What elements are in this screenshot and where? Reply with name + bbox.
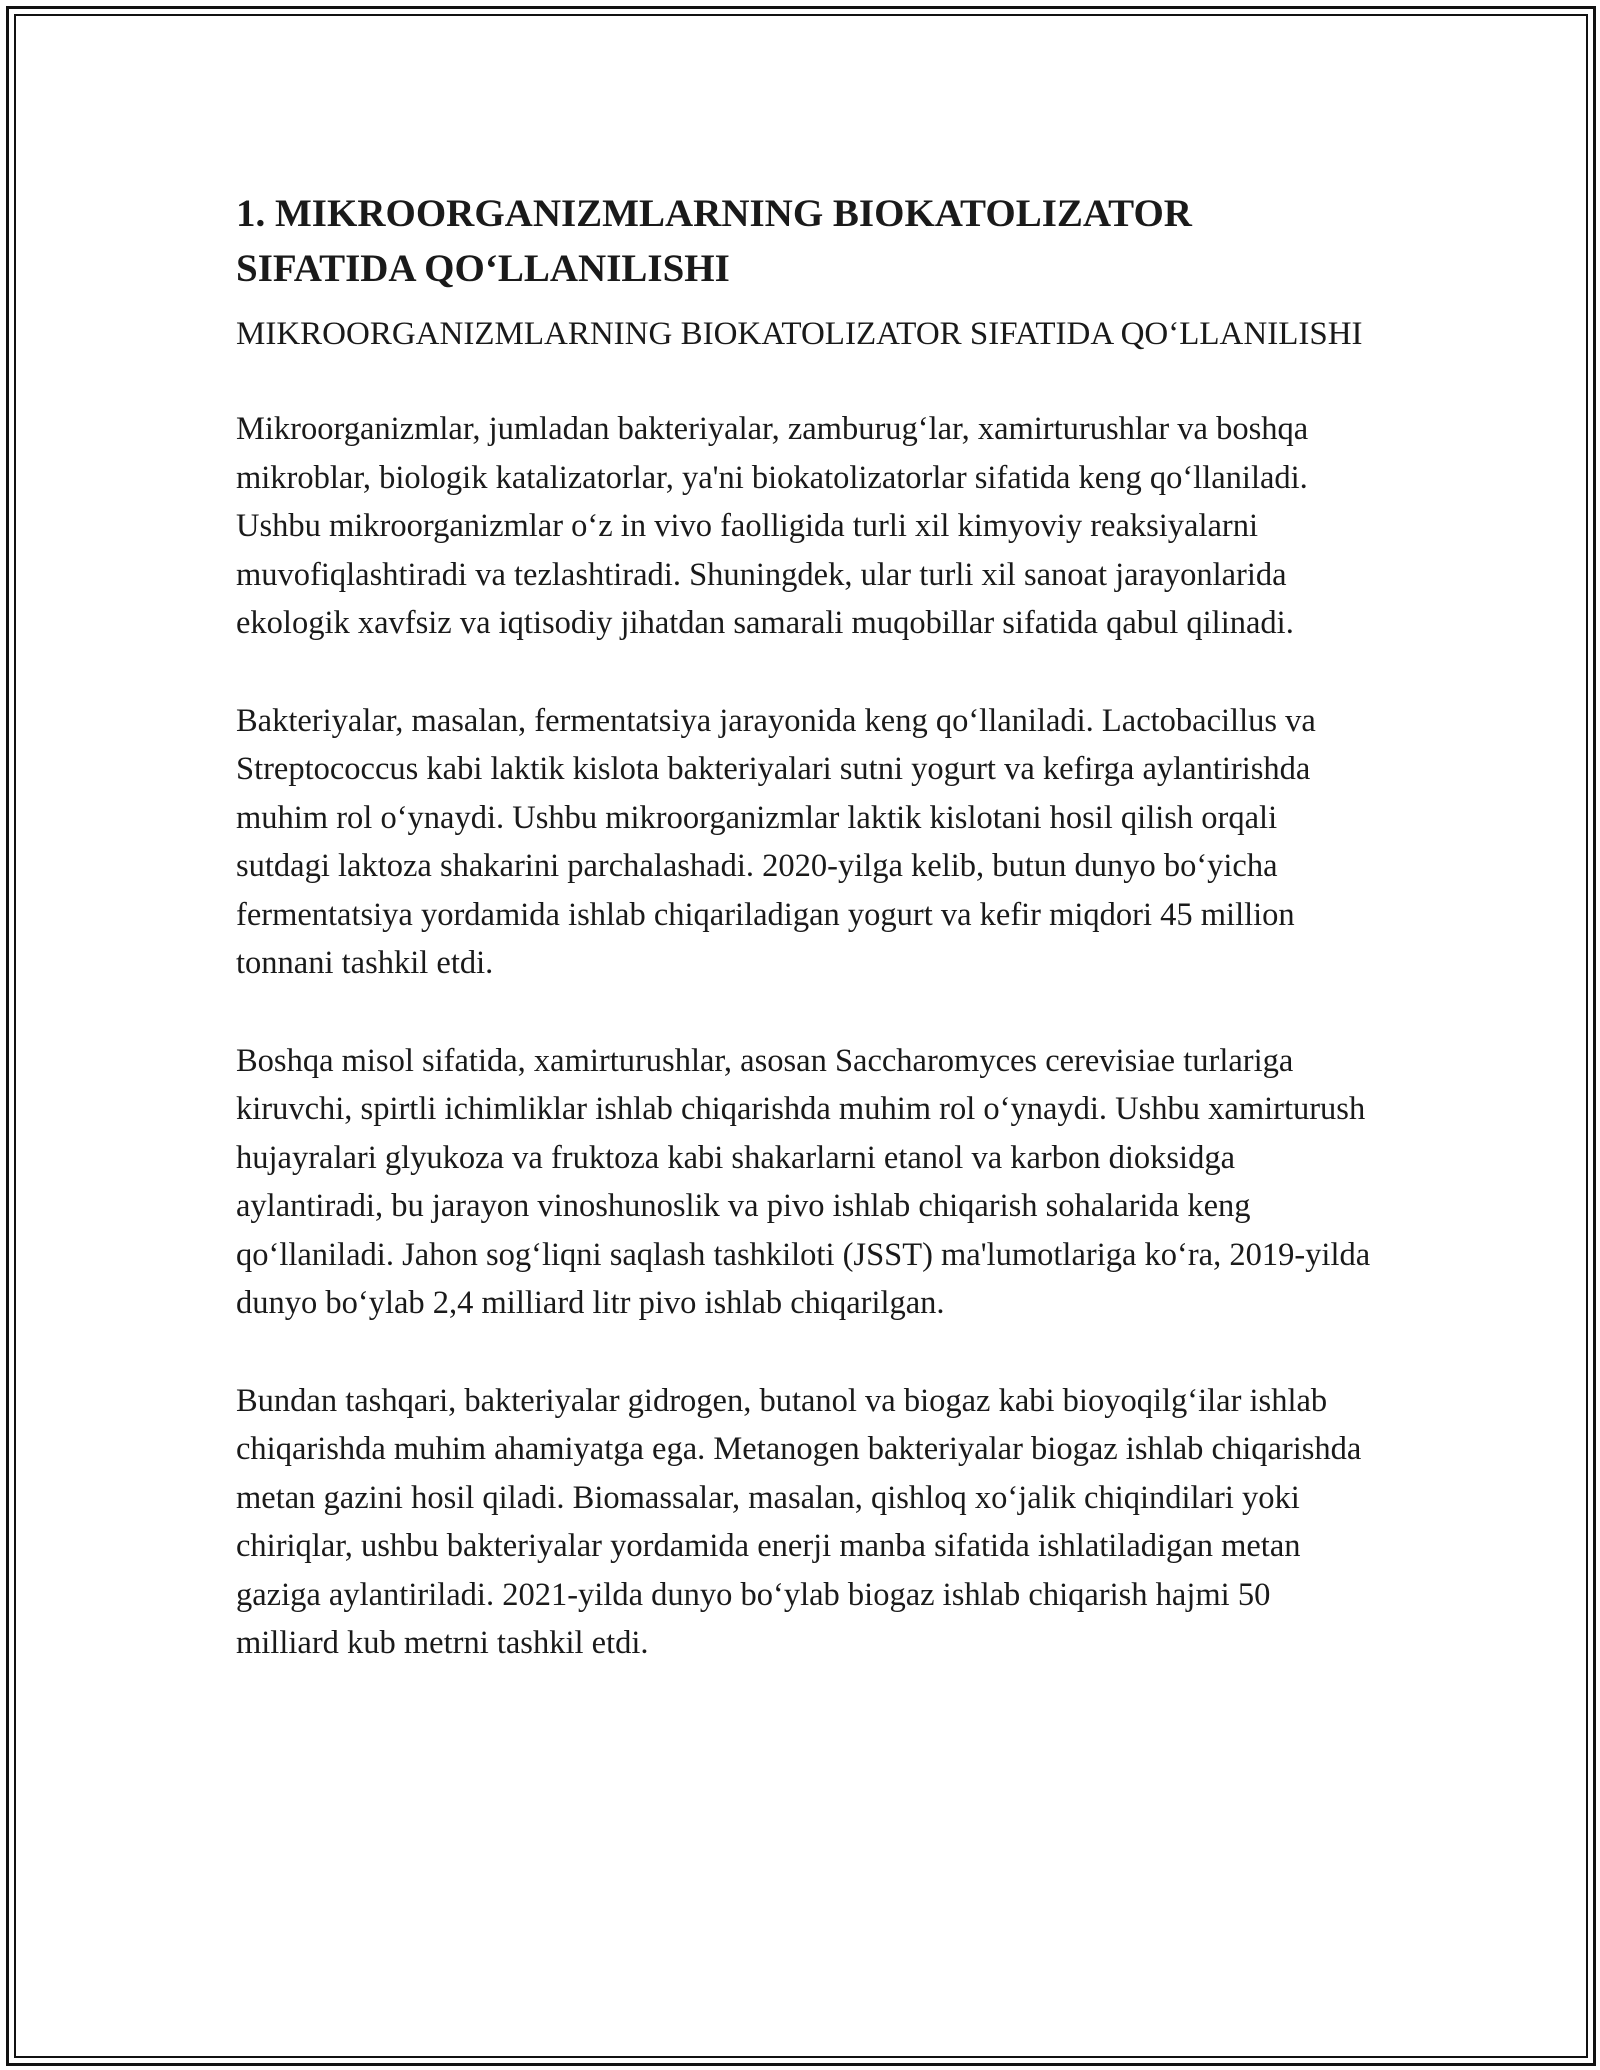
section-subheading: MIKROORGANIZMLARNING BIOKATOLIZATOR SIFATIDA QO‘LLANILISHI (236, 316, 1363, 352)
paragraph-1: Mikroorganizmlar, jumladan bakteriyalar, zamburug‘lar, xamirturushlar va boshqa mikroblar, biologik katalizatorlar, ya'ni biokatolizatorlar sifatida keng qo‘llaniladi. Ushbu mikroorganizmlar o‘z in vivo faolligida turli xil kimyoviy reaksiyalarni muvofiqlashtiradi va tezlashtiradi. Shuningdek, ular turli xil sanoat jarayonlarida ekologik xavfsiz va iqtisodiy jihatdan samarali muqobillar sifatida qabul qilinadi. (236, 411, 1309, 641)
paragraph-2: Bakteriyalar, masalan, fermentatsiya jarayonida keng qo‘llaniladi. Lactobacillus va Streptococcus kabi laktik kislota bakteriyalari sutni yogurt va kefirga aylantirishda muhim rol o‘ynaydi. Ushbu mikroorganizmlar laktik kislotani hosil qilish orqali sutdagi laktoza shakarini parchalashadi. 2020-yilga kelib, butun dunyo bo‘yicha fermentatsiya yordamida ishlab chiqariladigan yogurt va kefir miqdori 45 million tonnani tashkil etdi. (236, 702, 1316, 981)
document-body (236, 186, 1376, 1668)
paragraph-3: Boshqa misol sifatida, xamirturushlar, asosan Saccharomyces cerevisiae turlariga kiruvchi, spirtli ichimliklar ishlab chiqarishda muhim rol o‘ynaydi. Ushbu xamirturush hujayralari glyukoza va fruktoza kabi shakarlarni etanol va karbon dioksidga aylantiradi, bu jarayon vinoshunoslik va pivo ishlab chiqarish sohalarida keng qo‘llaniladi. Jahon sog‘liqni saqlash tashkiloti (JSST) ma'lumotlariga ko‘ra, 2019-yilda dunyo bo‘ylab 2,4 milliard litr pivo ishlab chiqarilgan. (236, 1042, 1371, 1321)
section-heading: 1. MIKROORGANIZMLARNING BIOKATOLIZATOR SIFATIDA QO‘LLANILISHI (236, 192, 1192, 290)
paragraph-4: Bundan tashqari, bakteriyalar gidrogen, butanol va biogaz kabi bioyoqilg‘ilar ishlab chiqarishda muhim ahamiyatga ega. Metanogen bakteriyalar biogaz ishlab chiqarishda metan gazini hosil qiladi. Biomassalar, masalan, qishloq xo‘jalik chiqindilari yoki chiriqlar, ushbu bakteriyalar yordamida enerji manba sifatida ishlatiladigan metan gaziga aylantiriladi. 2021-yilda dunyo bo‘ylab biogaz ishlab chiqarish hajmi 50 milliard kub metrni tashkil etdi. (236, 1382, 1362, 1661)
